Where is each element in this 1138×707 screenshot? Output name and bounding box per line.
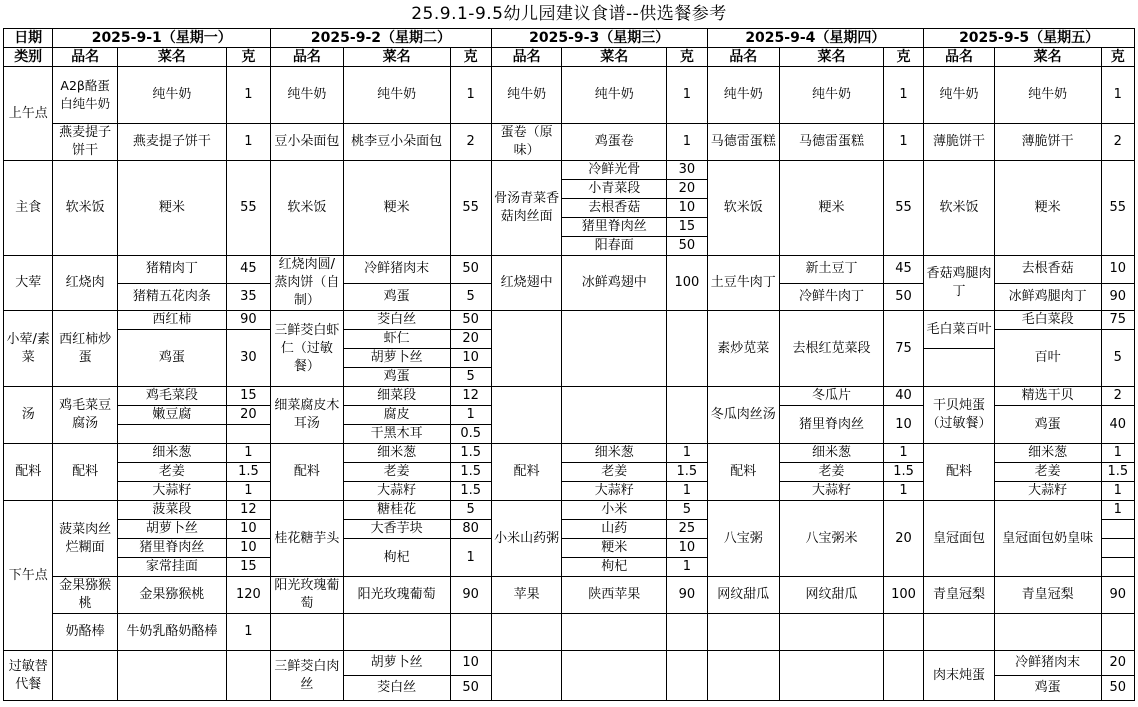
ingredient-name: 冷鲜猪肉末	[994, 651, 1101, 676]
ingredient-name: 胡萝卜丝	[117, 520, 226, 539]
dish-name: 干贝炖蛋（过敏餐）	[924, 387, 995, 444]
date-row	[4, 29, 1135, 48]
dish-name	[707, 614, 780, 651]
gram-value: 30	[667, 161, 707, 180]
ingredient-name: 阳春面	[562, 237, 667, 256]
gram-value	[1101, 539, 1134, 558]
gram-value: 90	[450, 577, 491, 614]
ingredient-name: 毛白菜段	[994, 311, 1101, 330]
gram-value: 1.5	[450, 482, 491, 501]
dish-name: 香菇鸡腿肉丁	[924, 256, 995, 311]
ingredient-name: 细米葱	[780, 444, 884, 463]
day-header-thu: 2025-9-4（星期四）	[707, 29, 924, 48]
ingredient-name: 大蒜籽	[562, 482, 667, 501]
gram-value: 1	[667, 67, 707, 124]
ingredient-name: 纯牛奶	[117, 67, 226, 124]
gram-value: 10	[883, 406, 923, 444]
gram-value: 25	[667, 520, 707, 539]
ingredient-name: 老姜	[780, 463, 884, 482]
dish-name: 苹果	[491, 577, 562, 614]
gram-value: 1	[883, 124, 923, 161]
ingredient-name: 大蒜籽	[780, 482, 884, 501]
gram-value	[226, 425, 270, 444]
ingredient-name: 冬瓜片	[780, 387, 884, 406]
ingredient-name: 干黑木耳	[343, 425, 450, 444]
ingredient-name: 皇冠面包奶皇味	[994, 501, 1101, 577]
category-label: 类别	[4, 48, 53, 67]
ingredient-name: 茭白丝	[343, 676, 450, 701]
gram-value: 1	[226, 444, 270, 463]
gram-value: 1.5	[226, 463, 270, 482]
ingredient-name: 纯牛奶	[780, 67, 884, 124]
gram-value: 50	[450, 311, 491, 330]
dish-name: 肉末炖蛋	[924, 651, 995, 701]
gram-value: 5	[450, 368, 491, 387]
gram-value: 12	[450, 387, 491, 406]
ingredient-name: 金果猕猴桃	[117, 577, 226, 614]
table-row	[4, 651, 1135, 676]
dish-name: 西红柿炒蛋	[53, 311, 118, 387]
gram-value: 50	[450, 676, 491, 701]
gram-value: 40	[883, 387, 923, 406]
ingredient-name: 细米葱	[343, 444, 450, 463]
ingredient-name: 细菜段	[343, 387, 450, 406]
ingredient-name: 冷鲜牛肉丁	[780, 283, 884, 311]
ingredient-name: 细米葱	[117, 444, 226, 463]
gram-value: 1.5	[667, 463, 707, 482]
ingredient-name	[780, 614, 884, 651]
dish-name: 豆小朵面包	[271, 124, 344, 161]
dish-name: 鸡毛菜豆腐汤	[53, 387, 118, 444]
ingredient-name	[117, 425, 226, 444]
ingredient-name	[117, 651, 226, 701]
ingredient-name: 鸡蛋	[994, 676, 1101, 701]
gram-value: 90	[1101, 577, 1134, 614]
col-gram: 克	[1101, 48, 1134, 67]
ingredient-name: 猪里脊肉丝	[780, 406, 884, 444]
ingredient-name: 猪精五花肉条	[117, 283, 226, 311]
column-header-row	[4, 48, 1135, 67]
table-row	[4, 161, 1135, 180]
gram-value	[667, 614, 707, 651]
dish-name: 软米饭	[271, 161, 344, 256]
ingredient-name: 桃李豆小朵面包	[343, 124, 450, 161]
gram-value	[667, 387, 707, 444]
gram-value: 75	[1101, 311, 1134, 330]
ingredient-name: 马德雷蛋糕	[780, 124, 884, 161]
ingredient-name: 鸡蛋	[343, 368, 450, 387]
gram-value: 1	[450, 406, 491, 425]
gram-value: 55	[1101, 161, 1134, 256]
dish-name	[53, 651, 118, 701]
gram-value: 1	[226, 482, 270, 501]
date-label: 日期	[4, 29, 53, 48]
dish-name: 纯牛奶	[707, 67, 780, 124]
dish-name	[491, 651, 562, 701]
gram-value: 1	[1101, 482, 1134, 501]
gram-value: 15	[667, 218, 707, 237]
gram-value: 40	[1101, 406, 1134, 444]
gram-value: 5	[450, 283, 491, 311]
gram-value: 35	[226, 283, 270, 311]
gram-value: 1	[1101, 67, 1134, 124]
dish-name: 三鲜茭白虾仁（过敏餐）	[271, 311, 344, 387]
gram-value: 1.5	[450, 444, 491, 463]
gram-value: 90	[226, 311, 270, 330]
gram-value: 5	[667, 501, 707, 520]
gram-value: 20	[667, 180, 707, 199]
ingredient-name: 冷鲜光骨	[562, 161, 667, 180]
ingredient-name: 细米葱	[994, 444, 1101, 463]
gram-value: 50	[883, 283, 923, 311]
gram-value: 30	[226, 330, 270, 387]
dish-name: 红烧肉	[53, 256, 118, 311]
gram-value: 1	[1101, 501, 1134, 520]
col-gram: 克	[883, 48, 923, 67]
dish-name	[924, 349, 995, 387]
ingredient-name: 老姜	[117, 463, 226, 482]
ingredient-name: 老姜	[343, 463, 450, 482]
ingredient-name: 胡萝卜丝	[343, 349, 450, 368]
gram-value: 12	[226, 501, 270, 520]
gram-value: 50	[450, 256, 491, 284]
col-dish: 品名	[53, 48, 118, 67]
ingredient-name: 纯牛奶	[343, 67, 450, 124]
gram-value: 1	[226, 614, 270, 651]
col-gram: 克	[667, 48, 707, 67]
gram-value	[1101, 558, 1134, 577]
category-seasoning: 配料	[4, 444, 53, 501]
ingredient-name: 新土豆丁	[780, 256, 884, 284]
dish-name: 三鲜茭白肉丝	[271, 651, 344, 701]
ingredient-name: 糖桂花	[343, 501, 450, 520]
gram-value: 50	[667, 237, 707, 256]
ingredient-name	[780, 651, 884, 701]
gram-value: 55	[226, 161, 270, 256]
col-dish: 品名	[924, 48, 995, 67]
gram-value: 20	[883, 501, 923, 577]
ingredient-name: 去根红苋菜段	[780, 311, 884, 387]
gram-value: 1	[1101, 444, 1134, 463]
ingredient-name: 老姜	[562, 463, 667, 482]
ingredient-name: 枸杞	[562, 558, 667, 577]
menu-table	[3, 28, 1135, 701]
ingredient-name: 小米	[562, 501, 667, 520]
dish-name: 蛋卷（原味）	[491, 124, 562, 161]
table-row	[4, 387, 1135, 406]
ingredient-name: 西红柿	[117, 311, 226, 330]
ingredient-name	[562, 651, 667, 701]
ingredient-name: 粳米	[343, 161, 450, 256]
category-meat: 大荤	[4, 256, 53, 311]
dish-name: 桂花糖芋头	[271, 501, 344, 577]
ingredient-name: 阳光玫瑰葡萄	[343, 577, 450, 614]
ingredient-name: 茭白丝	[343, 311, 450, 330]
ingredient-name: 去根香菇	[562, 199, 667, 218]
ingredient-name: 菠菜段	[117, 501, 226, 520]
ingredient-name: 粳米	[994, 161, 1101, 256]
gram-value: 10	[1101, 256, 1134, 284]
table-row	[4, 614, 1135, 651]
dish-name: 配料	[491, 444, 562, 501]
col-ingredient: 菜名	[117, 48, 226, 67]
ingredient-name: 燕麦提子饼干	[117, 124, 226, 161]
gram-value: 1.5	[450, 463, 491, 482]
ingredient-name	[343, 614, 450, 651]
gram-value: 1	[226, 124, 270, 161]
ingredient-name: 八宝粥米	[780, 501, 884, 577]
table-row	[4, 577, 1135, 614]
dish-name: 配料	[707, 444, 780, 501]
dish-name: 马德雷蛋糕	[707, 124, 780, 161]
dish-name: A2β酪蛋白纯牛奶	[53, 67, 118, 124]
col-ingredient: 菜名	[343, 48, 450, 67]
dish-name: 纯牛奶	[271, 67, 344, 124]
dish-name: 金果猕猴桃	[53, 577, 118, 614]
gram-value: 1	[450, 67, 491, 124]
ingredient-name: 大香芋块	[343, 520, 450, 539]
dish-name: 纯牛奶	[491, 67, 562, 124]
dish-name	[707, 651, 780, 701]
dish-name: 奶酪棒	[53, 614, 118, 651]
dish-name: 冬瓜肉丝汤	[707, 387, 780, 444]
dish-name: 薄脆饼干	[924, 124, 995, 161]
gram-value: 100	[883, 577, 923, 614]
gram-value: 80	[450, 520, 491, 539]
ingredient-name: 冰鲜鸡腿肉丁	[994, 283, 1101, 311]
gram-value: 10	[667, 539, 707, 558]
ingredient-name	[994, 614, 1101, 651]
dish-name: 青皇冠梨	[924, 577, 995, 614]
dish-name: 八宝粥	[707, 501, 780, 577]
dish-name: 毛白菜百叶	[924, 311, 995, 349]
ingredient-name: 纯牛奶	[994, 67, 1101, 124]
page-title: 25.9.1-9.5幼儿园建议食谱--供选餐参考	[411, 4, 727, 24]
gram-value	[450, 614, 491, 651]
gram-value: 1.5	[1101, 463, 1134, 482]
dish-name	[491, 614, 562, 651]
ingredient-name	[562, 387, 667, 444]
gram-value: 10	[226, 539, 270, 558]
col-dish: 品名	[491, 48, 562, 67]
dish-name: 软米饭	[924, 161, 995, 256]
gram-value: 1	[450, 539, 491, 577]
gram-value: 1	[226, 67, 270, 124]
ingredient-name: 牛奶乳酪奶酪棒	[117, 614, 226, 651]
ingredient-name: 鸡毛菜段	[117, 387, 226, 406]
category-allergy: 过敏替代餐	[4, 651, 53, 701]
dish-name: 皇冠面包	[924, 501, 995, 577]
dish-name	[271, 614, 344, 651]
ingredient-name: 冷鲜猪肉末	[343, 256, 450, 284]
gram-value: 1	[883, 67, 923, 124]
ingredient-name: 精选干贝	[994, 387, 1101, 406]
gram-value: 15	[226, 387, 270, 406]
ingredient-name: 大蒜籽	[343, 482, 450, 501]
gram-value: 1	[667, 124, 707, 161]
gram-value: 20	[226, 406, 270, 425]
table-row	[4, 256, 1135, 284]
dish-name: 细菜腐皮木耳汤	[271, 387, 344, 444]
dish-name: 配料	[271, 444, 344, 501]
gram-value: 100	[667, 256, 707, 311]
ingredient-name: 纯牛奶	[562, 67, 667, 124]
dish-name: 纯牛奶	[924, 67, 995, 124]
gram-value: 1	[667, 558, 707, 577]
gram-value	[883, 651, 923, 701]
gram-value: 20	[450, 330, 491, 349]
ingredient-name: 胡萝卜丝	[343, 651, 450, 676]
category-staple: 主食	[4, 161, 53, 256]
col-ingredient: 菜名	[994, 48, 1101, 67]
ingredient-name: 家常挂面	[117, 558, 226, 577]
ingredient-name: 去根香菇	[994, 256, 1101, 284]
col-dish: 品名	[271, 48, 344, 67]
table-row	[4, 124, 1135, 161]
gram-value: 75	[883, 311, 923, 387]
gram-value	[1101, 520, 1134, 539]
col-gram: 克	[450, 48, 491, 67]
gram-value: 1	[667, 444, 707, 463]
col-gram: 克	[226, 48, 270, 67]
category-veg: 小荤/素菜	[4, 311, 53, 387]
ingredient-name	[562, 614, 667, 651]
ingredient-name: 猪精肉丁	[117, 256, 226, 284]
gram-value: 2	[1101, 387, 1134, 406]
ingredient-name: 冰鲜鸡翅中	[562, 256, 667, 311]
dish-name	[491, 311, 562, 387]
gram-value: 50	[1101, 676, 1134, 701]
ingredient-name: 网纹甜瓜	[780, 577, 884, 614]
gram-value: 10	[450, 651, 491, 676]
ingredient-name: 粳米	[780, 161, 884, 256]
gram-value: 120	[226, 577, 270, 614]
ingredient-name: 小青菜段	[562, 180, 667, 199]
gram-value: 2	[450, 124, 491, 161]
ingredient-name: 嫩豆腐	[117, 406, 226, 425]
dish-name: 配料	[924, 444, 995, 501]
dish-name: 网纹甜瓜	[707, 577, 780, 614]
ingredient-name: 老姜	[994, 463, 1101, 482]
category-soup: 汤	[4, 387, 53, 444]
gram-value: 55	[450, 161, 491, 256]
gram-value: 1.5	[883, 463, 923, 482]
ingredient-name: 细米葱	[562, 444, 667, 463]
ingredient-name	[562, 311, 667, 387]
ingredient-name: 猪里脊肉丝	[562, 218, 667, 237]
gram-value: 15	[226, 558, 270, 577]
day-header-mon: 2025-9-1（星期一）	[53, 29, 271, 48]
day-header-fri: 2025-9-5（星期五）	[924, 29, 1135, 48]
dish-name: 燕麦提子饼干	[53, 124, 118, 161]
gram-value: 10	[226, 520, 270, 539]
gram-value: 20	[1101, 651, 1134, 676]
ingredient-name: 薄脆饼干	[994, 124, 1101, 161]
ingredient-name: 虾仁	[343, 330, 450, 349]
dish-name: 红烧翅中	[491, 256, 562, 311]
gram-value: 1	[667, 482, 707, 501]
dish-name: 菠菜肉丝烂糊面	[53, 501, 118, 577]
gram-value: 0.5	[450, 425, 491, 444]
gram-value: 10	[450, 349, 491, 368]
dish-name: 软米饭	[707, 161, 780, 256]
dish-name	[491, 387, 562, 444]
category-morning: 上午点	[4, 67, 53, 161]
ingredient-name: 陕西苹果	[562, 577, 667, 614]
gram-value: 1	[883, 482, 923, 501]
category-afternoon: 下午点	[4, 501, 53, 651]
ingredient-name: 青皇冠梨	[994, 577, 1101, 614]
col-ingredient: 菜名	[780, 48, 884, 67]
col-ingredient: 菜名	[562, 48, 667, 67]
gram-value	[1101, 614, 1134, 651]
dish-name: 配料	[53, 444, 118, 501]
dish-name: 红烧肉圆/蒸肉饼（自制）	[271, 256, 344, 311]
gram-value: 5	[1101, 330, 1134, 387]
ingredient-name: 鸡蛋	[117, 330, 226, 387]
gram-value	[667, 311, 707, 387]
ingredient-name: 粳米	[117, 161, 226, 256]
table-row	[4, 501, 1135, 520]
gram-value: 10	[667, 199, 707, 218]
dish-name: 骨汤青菜香菇肉丝面	[491, 161, 562, 256]
gram-value: 1	[883, 444, 923, 463]
gram-value: 45	[226, 256, 270, 284]
ingredient-name: 大蒜籽	[117, 482, 226, 501]
table-row	[4, 311, 1135, 330]
ingredient-name: 粳米	[562, 539, 667, 558]
ingredient-name: 大蒜籽	[994, 482, 1101, 501]
ingredient-name: 猪里脊肉丝	[117, 539, 226, 558]
table-row	[4, 67, 1135, 124]
ingredient-name: 山药	[562, 520, 667, 539]
dish-name: 小米山药粥	[491, 501, 562, 577]
ingredient-name: 鸡蛋	[994, 406, 1101, 444]
gram-value: 45	[883, 256, 923, 284]
dish-name: 阳光玫瑰葡萄	[271, 577, 344, 614]
dish-name: 素炒苋菜	[707, 311, 780, 387]
dish-name	[924, 614, 995, 651]
gram-value: 90	[667, 577, 707, 614]
gram-value: 90	[1101, 283, 1134, 311]
ingredient-name: 百叶	[994, 330, 1101, 387]
gram-value	[667, 651, 707, 701]
gram-value: 2	[1101, 124, 1134, 161]
dish-name: 软米饭	[53, 161, 118, 256]
day-header-tue: 2025-9-2（星期二）	[271, 29, 492, 48]
ingredient-name: 枸杞	[343, 539, 450, 577]
col-dish: 品名	[707, 48, 780, 67]
gram-value: 5	[450, 501, 491, 520]
ingredient-name: 腐皮	[343, 406, 450, 425]
table-row	[4, 444, 1135, 463]
ingredient-name: 鸡蛋卷	[562, 124, 667, 161]
gram-value	[226, 651, 270, 701]
day-header-wed: 2025-9-3（星期三）	[491, 29, 707, 48]
dish-name: 土豆牛肉丁	[707, 256, 780, 311]
gram-value: 55	[883, 161, 923, 256]
ingredient-name: 鸡蛋	[343, 283, 450, 311]
gram-value	[883, 614, 923, 651]
